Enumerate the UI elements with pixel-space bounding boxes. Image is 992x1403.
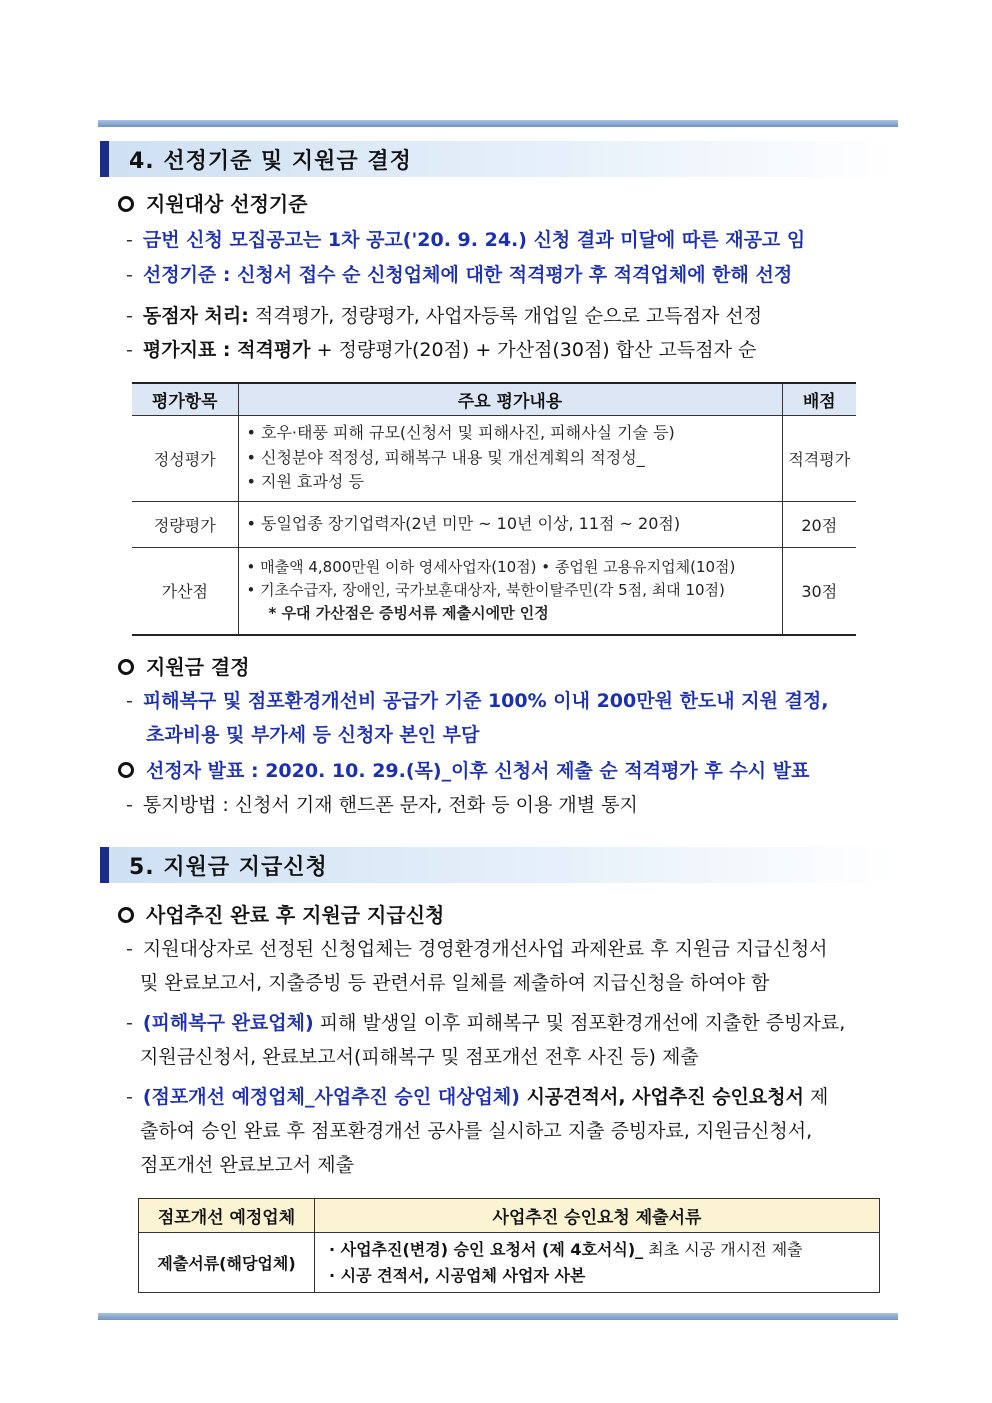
payment-p1-line2: 및 완료보고서, 지출증빙 등 관련서류 일체를 제출하여 지급신청을 하여야 함 — [140, 972, 770, 994]
section-5-title: 5. 지원금 지급신청 — [129, 855, 328, 880]
header-documents: 사업추진 승인요청 제출서류 — [315, 1199, 880, 1233]
circle-bullet-icon — [118, 659, 134, 675]
submission-table — [138, 1198, 880, 1293]
bonus-note: * 우대 가산점은 증빙서류 제출시에만 인정 — [268, 604, 549, 623]
table-header-row — [132, 383, 856, 415]
top-rule — [98, 120, 898, 127]
circle-bullet-icon — [118, 196, 134, 212]
table-row — [132, 501, 856, 547]
dash-bullet: - — [126, 690, 133, 712]
grant-line-2: 초과비용 및 부가세 등 신청자 본인 부담 — [146, 724, 480, 746]
payment-heading: 사업추진 완료 후 지원금 지급신청 — [118, 903, 444, 927]
grant-heading: 지원금 결정 — [118, 655, 250, 679]
row-label: 제출서류(해당업체) — [139, 1233, 315, 1293]
payment-p2-line2: 지원금신청서, 완료보고서(피해복구 및 점포개선 전후 사진 등) 제출 — [140, 1046, 699, 1068]
dash-bullet: - — [126, 794, 133, 816]
payment-p3-line3: 점포개선 완료보고서 제출 — [140, 1154, 354, 1176]
payment-p3-line2: 출하여 승인 완료 후 점포환경개선 공사를 실시하고 지출 증빙자료, 지원금신청서, — [140, 1120, 813, 1142]
circle-bullet-icon — [118, 907, 134, 923]
row-item: 정량평가 — [132, 501, 238, 547]
dash-bullet: - — [126, 1012, 133, 1034]
announce-line: 선정자 발표 : 2020. 10. 29.(목)_이후 신청서 제출 순 적격평가 후 수시 발표 — [118, 760, 809, 783]
criteria-heading: 지원대상 선정기준 — [118, 192, 308, 216]
section-4-header — [100, 141, 898, 177]
payment-p1: - 지원대상자로 선정된 신청업체는 경영환경개선사업 과제완료 후 지원금 지급신청서 — [126, 938, 828, 960]
dash-bullet: - — [126, 264, 133, 286]
row-item: 정성평가 — [132, 415, 238, 501]
evaluation-table — [132, 382, 856, 636]
tie-rule: - 동점자 처리: 적격평가, 정량평가, 사업자등록 개업일 순으로 고득점자 선정 — [126, 305, 763, 327]
table-row — [139, 1233, 880, 1293]
grant-line: - 피해복구 및 점포환경개선비 공급가 기준 100% 이내 200만원 한도내 지원 결정, — [126, 690, 829, 712]
row-score: 적격평가 — [782, 415, 856, 501]
header-score: 배점 — [782, 383, 856, 415]
dash-bullet: - — [126, 1086, 133, 1108]
section-4-title: 4. 선정기준 및 지원금 결정 — [129, 149, 412, 174]
row-documents: · 사업추진(변경) 승인 요청서 (제 4호서식)_ 최초 시공 개시전 제출 · 시공 견적서, 시공업체 사업자 사본 — [315, 1233, 880, 1293]
header-business: 점포개선 예정업체 — [139, 1199, 315, 1233]
header-content: 주요 평가내용 — [238, 383, 782, 415]
payment-p2: - (피해복구 완료업체) 피해 발생일 이후 피해복구 및 점포환경개선에 지출한 증빙자료, — [126, 1012, 846, 1034]
row-item: 가산점 — [132, 547, 238, 635]
row-content: • 매출액 4,800만원 이하 영세사업자(10점) • 종업원 고용유지업체(10점) • 기초수급자, 장애인, 국가보훈대상자, 북한이탈주민(각 5점, 최대 10점) * 우대 가산점은 증빙서류 제출시에만 인정 — [238, 547, 782, 635]
dash-bullet: - — [126, 229, 133, 251]
row-score: 30점 — [782, 547, 856, 635]
payment-p3: - (점포개선 예정업체_사업추진 승인 대상업체) 시공견적서, 사업추진 승인요청서 제 — [126, 1086, 829, 1108]
header-item: 평가항목 — [132, 383, 238, 415]
row-score: 20점 — [782, 501, 856, 547]
row-content: • 호우·태풍 피해 규모(신청서 및 피해사진, 피해사실 기술 등) • 신청분야 적정성, 피해복구 내용 및 개선계획의 적정성_ • 지원 효과성 등 — [238, 415, 782, 501]
notify-line: - 통지방법 : 신청서 기재 핸드폰 문자, 전화 등 이용 개별 통지 — [126, 794, 638, 816]
dash-bullet: - — [126, 339, 133, 361]
dash-bullet: - — [126, 305, 133, 327]
criteria-item: - 선정기준 : 신청서 접수 순 신청업체에 대한 적격평가 후 적격업체에 한해 선정 — [126, 264, 793, 286]
criteria-item: - 금번 신청 모집공고는 1차 공고('20. 9. 24.) 신청 결과 미달에 따른 재공고 임 — [126, 229, 806, 251]
table-header-row — [139, 1199, 880, 1233]
section-5-header — [100, 847, 898, 883]
row-content: • 동일업종 장기업력자(2년 미만 ~ 10년 이상, 11점 ~ 20점) — [238, 501, 782, 547]
dash-bullet: - — [126, 938, 133, 960]
bottom-rule — [98, 1313, 898, 1320]
circle-bullet-icon — [118, 762, 134, 778]
table-row — [132, 415, 856, 501]
index-rule: - 평가지표 : 적격평가 + 정량평가(20점) + 가산점(30점) 합산 고득점자 순 — [126, 339, 757, 361]
table-row — [132, 547, 856, 635]
